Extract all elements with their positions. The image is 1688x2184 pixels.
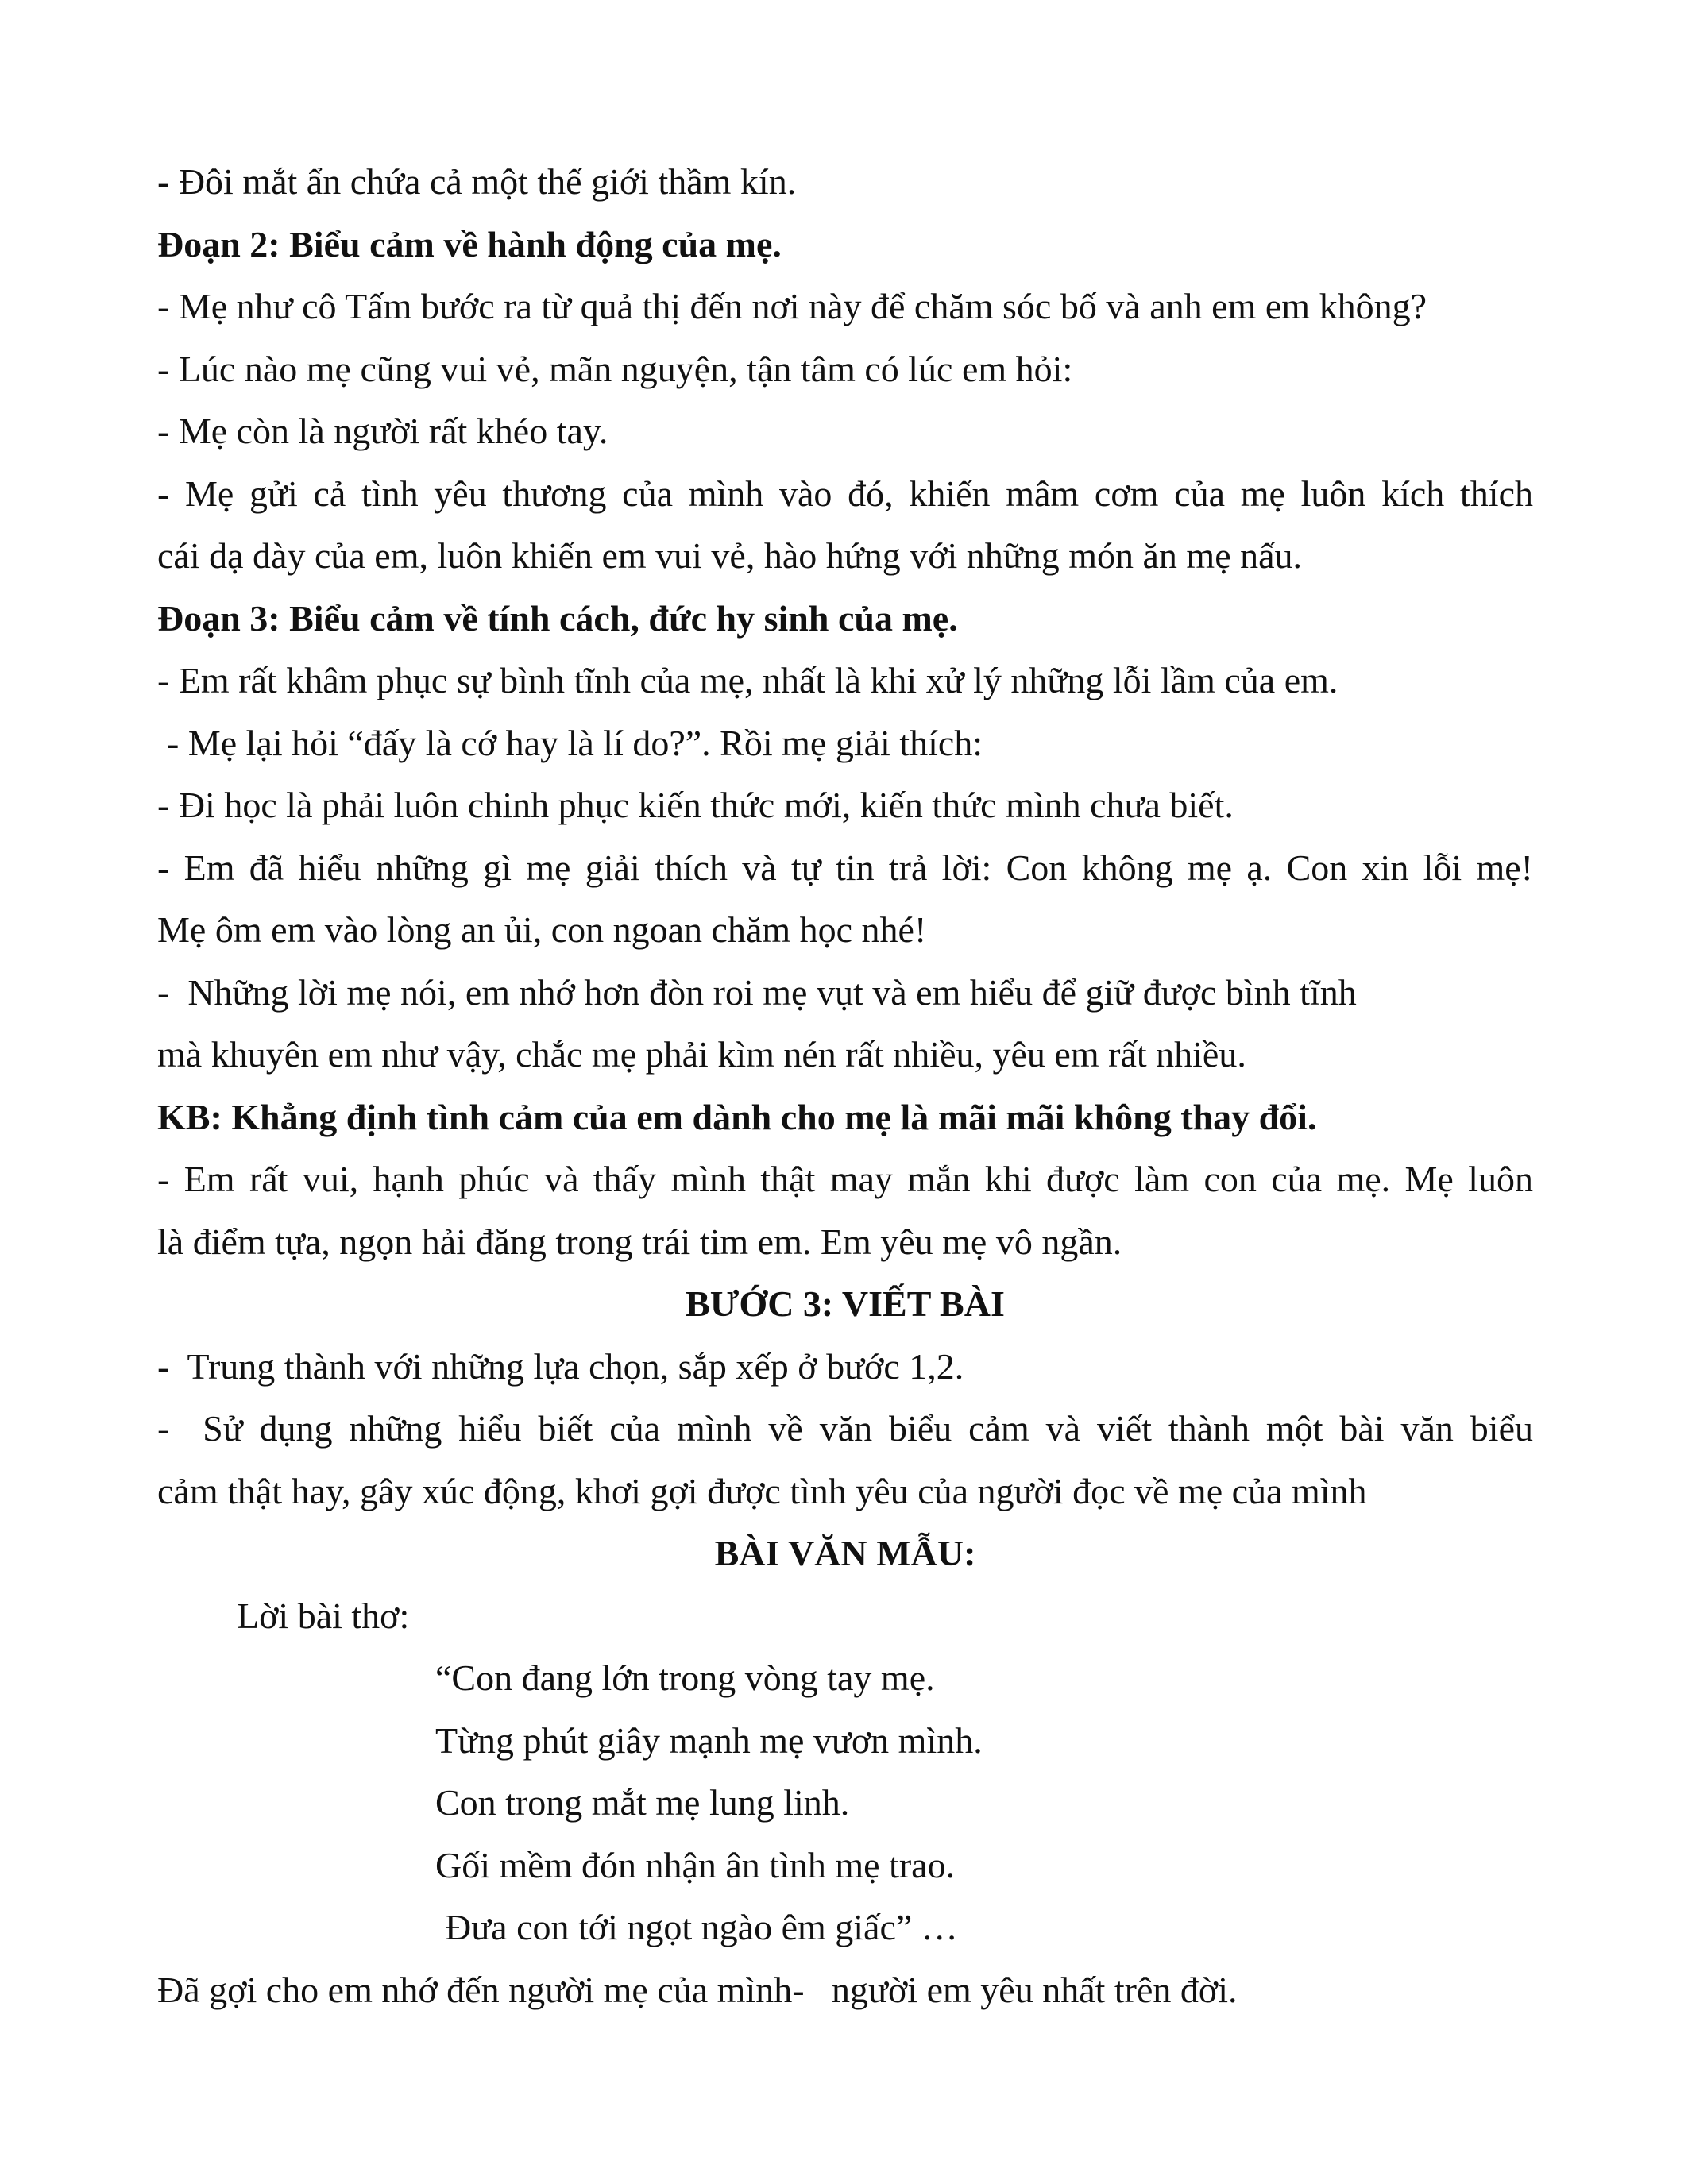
poem-line: Đưa con tới ngọt ngào êm giấc” … [445, 1907, 958, 1947]
continuation-line: cảm thật hay, gây xúc động, khơi gợi được tình yêu của người đọc về mẹ của mình [157, 1470, 1367, 1511]
poem-intro: Lời bài thơ: [237, 1595, 410, 1636]
section-heading-doan-2: Đoạn 2: Biểu cảm về hành động của mẹ. [157, 223, 782, 264]
bullet-line: - Em rất khâm phục sự bình tĩnh của mẹ, nhất là khi xử lý những lỗi lầm của em. [157, 660, 1338, 700]
closing-line: Đã gợi cho em nhớ đến người mẹ của mình- người em yêu nhất trên đời. [157, 1969, 1238, 2010]
bullet-line: - Lúc nào mẹ cũng vui vẻ, mãn nguyện, tận tâm có lúc em hỏi: [157, 348, 1073, 389]
bullet-line: - Đôi mắt ẩn chứa cả một thế giới thầm kín. [157, 161, 797, 202]
bullet-line: - Sử dụng những hiểu biết của mình về văn biểu cảm và viết thành một bài văn biểu [157, 1408, 1533, 1449]
bullet-line: - Mẹ còn là người rất khéo tay. [157, 411, 608, 451]
continuation-line: mà khuyên em như vậy, chắc mẹ phải kìm nén rất nhiều, yêu em rất nhiều. [157, 1034, 1246, 1075]
bullet-line: - Mẹ lại hỏi “đấy là cớ hay là lí do?”. Rồi mẹ giải thích: [167, 722, 983, 763]
bullet-line: - Em đã hiểu những gì mẹ giải thích và tự tin trả lời: Con không mẹ ạ. Con xin lỗi mẹ! [157, 847, 1533, 888]
section-heading-doan-3: Đoạn 3: Biểu cảm về tính cách, đức hy sinh của mẹ. [157, 597, 958, 639]
section-heading-kb: KB: Khẳng định tình cảm của em dành cho mẹ là mãi mãi không thay đổi. [157, 1096, 1317, 1137]
continuation-line: là điểm tựa, ngọn hải đăng trong trái tim em. Em yêu mẹ vô ngần. [157, 1221, 1122, 1262]
bullet-line: - Trung thành với những lựa chọn, sắp xếp ở bước 1,2. [157, 1345, 964, 1387]
bullet-line: - Mẹ như cô Tấm bước ra từ quả thị đến nơi này để chăm sóc bố và anh em em không? [157, 286, 1427, 326]
poem-line: Từng phút giây mạnh mẹ vươn mình. [435, 1719, 983, 1761]
poem-line: Gối mềm đón nhận ân tình mẹ trao. [435, 1844, 956, 1885]
sample-essay-heading: BÀI VĂN MẪU: [714, 1533, 976, 1573]
step-3-heading: BƯỚC 3: VIẾT BÀI [686, 1283, 1005, 1324]
document-page [157, 151, 1533, 2021]
poem-line: Con trong mắt mẹ lung linh. [435, 1782, 850, 1823]
bullet-line: - Mẹ gửi cả tình yêu thương của mình vào đó, khiến mâm cơm của mẹ luôn kích thích [157, 473, 1533, 514]
continuation-line: cái dạ dày của em, luôn khiến em vui vẻ, hào hứng với những món ăn mẹ nấu. [157, 535, 1303, 576]
continuation-line: Mẹ ôm em vào lòng an ủi, con ngoan chăm học nhé! [157, 909, 927, 950]
bullet-line: - Những lời mẹ nói, em nhớ hơn đòn roi mẹ vụt và em hiểu để giữ được bình tĩnh [157, 971, 1357, 1013]
bullet-line: - Em rất vui, hạnh phúc và thấy mình thật may mắn khi được làm con của mẹ. Mẹ luôn [157, 1159, 1533, 1199]
bullet-line: - Đi học là phải luôn chinh phục kiến thức mới, kiến thức mình chưa biết. [157, 785, 1234, 825]
poem-line: “Con đang lớn trong vòng tay mẹ. [435, 1657, 935, 1698]
